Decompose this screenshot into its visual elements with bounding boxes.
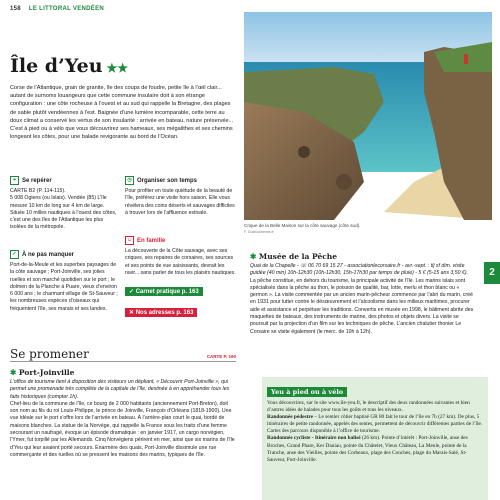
- carte-ref: CARTE P. 160: [206, 354, 236, 359]
- velo-intro: Vous découvrirez, sur le site www.ile-yeu.fr, le descriptif des deux randonnées suivantes et bien d’autres idées de balades pour tous les goûts et tous les niveaux.: [267, 400, 470, 414]
- cove-photo-image: [244, 12, 492, 220]
- carnet-pratique-link[interactable]: ✓ Carnet pratique p. 163: [125, 287, 203, 296]
- velo-pedestre: Randonnée pédestre – Le sentier côtier baptisé GR 80 fait le tour de l’île en 7h (27 km). De plus, 5 itinéraires de petite randonnée, appelés des sentes, permettent de découvrir différentes parties de l’île. Cartes des parcours disponible à l’office de tourisme.: [267, 414, 483, 435]
- page-header: [10, 6, 104, 12]
- se-reperer-ref: CARTE B2 (P. 114-115).: [10, 188, 66, 194]
- port-joinville-title: ✱ Port-Joinville: [10, 368, 75, 377]
- velo-title: Yeu à pied ou à vélo: [267, 387, 347, 397]
- star-icon: ✱: [250, 252, 257, 261]
- se-reperer-box: [10, 176, 120, 232]
- port-joinville-quote: L’office de tourisme tient à disposition des visiteurs un dépliant, « Découvrir Port-Joinville », qui permet une promenade très complète de la capitale de l’île, destinée à en appréhender tous les faits historiques (compter 1h).: [10, 379, 230, 400]
- a-pas-manquer-heading: ✓ À ne pas manquer: [10, 250, 120, 259]
- checkmark-icon: ✓: [10, 250, 19, 259]
- fork-icon: ✕: [129, 310, 135, 317]
- se-reperer-heading: ⌖ Se repérer: [10, 176, 120, 185]
- chapter-tab: 2: [484, 262, 500, 284]
- check-icon: ✓: [129, 289, 135, 296]
- en-famille-heading: ☺ En famille: [126, 237, 166, 244]
- star-icon: ✱: [10, 368, 17, 377]
- a-pas-manquer-text: Port-de-la-Meule et les superbes paysages de la côte sauvage ; Port-Joinville, ses jolies ruelles et son marché quotidien sur le port ; le dolmen de la Planche à Puare, vieux d’environ 6 000 ans ; le charmant village de St-Sauveur ; les nombreuses espèces d’oiseaux qui fréquentent l’île, ses marais et ses landes.: [10, 262, 118, 312]
- organiser-box: [125, 176, 236, 217]
- se-promener-heading: [10, 347, 236, 362]
- en-famille-text: La découverte de la Côte sauvage, avec ses criques, ses repaires de corsaires, ses sources et ses points de vue saisissants, devrait les ravir... sans parler de tous les plaisirs nautiques.: [125, 248, 236, 276]
- adresses-pill-wrap: [125, 301, 236, 319]
- musee-title: ✱ Musée de la Pêche: [250, 252, 338, 261]
- section-title: LE LITTORAL VENDÉEN: [28, 6, 105, 12]
- se-promener-title: Se promener: [10, 347, 89, 361]
- en-famille-box: [125, 236, 236, 319]
- photo-caption: Crique de la Belle Maison sur la côte sauvage (côte sud). F. Guiziou/hemis.fr: [244, 223, 361, 234]
- port-joinville-section: [10, 368, 236, 459]
- organiser-heading: ◷ Organiser son temps: [125, 176, 236, 185]
- se-reperer-text: 5 008 Ogiens (ou Islais). Vendée (85) L’île mesure 10 km de long sur 4 km de large. Située 10 milles nautiques à l’ouest des côtes, c’est une des îles de l’Atlantique les plus isolées de la métropole.: [10, 195, 117, 231]
- clock-icon: ◷: [125, 176, 134, 185]
- carnet-pill-wrap: [125, 280, 236, 298]
- cove-photo: [244, 12, 492, 220]
- page-number: 158: [10, 6, 21, 12]
- velo-cycliste: Randonnée cycliste - Itinéraire non balisé (26 km). Pointe d’intérêt : Port-Joinville, anse des Broches, Grand Phare, Ker Daniau, pointe du Châtelet, Vieux Château, La Meule, pointe de la Tranche, anse des Vieilles, pointe des Corbeaux, plage des Conches, plage du Marais-Salé, St-Sauveur, Port-Joinville.: [267, 435, 468, 463]
- a-pas-manquer-box: [10, 250, 120, 313]
- rating-stars: ★★: [106, 61, 129, 75]
- nos-adresses-link[interactable]: ✕ Nos adresses p. 163: [125, 308, 197, 317]
- person-figure: [464, 54, 468, 64]
- organiser-text: Pour profiter en toute quiétude de la beauté de l’île, préférez une visite hors saison. Elle vous révélera des coins déserts et sauvages difficiles à trouver lors de l’affluence estivale.: [125, 188, 235, 216]
- family-icon: ☺: [126, 237, 133, 243]
- map-pin-icon: ⌖: [10, 176, 19, 185]
- musee-info: Quai de la Chapelle - ☏ 06 70 69 15 27 - associationlecorsaire.fr - avr.-sept. : tlj sf dim. visite guidée (40 min) 10h-12h30 (10h-12h30, 15h-17h30 par temps de pluie) - 5 € (5-15 ans 3,50 €).: [250, 263, 469, 277]
- port-joinville-text: Chef-lieu de la commune de l’île, ce bourg de 2 000 habitants (anciennement Port-Breton), doit son nom au fils du roi Louis-Philippe, le prince de Joinville, François d’Orléans (1818-1900). Une vue idéale sur le port s’offre lors de l’arrivée en bateau. À l’arrière-plan court le quai, bordé de maisons blanches. La statue de la Norvège, qui rappelle la France sous les traits d’une femme secourant un naufragé, évoque un épisode dramatique : en janvier 1917, un cargo norvégien, l’Ymer, fut torpillé par les Allemands. Cinq Norvégiens périrent en mer, ainsi que six marins de l’île d’Yeu qui leur avaient porté secours. Énarmère des quais, Port-Joinville dissimule une rue commerçante et des ruelles où se pressent les maisons des marins, typiques de l’île.: [10, 400, 235, 458]
- musee-text: La pêche constitue, en dehors du tourisme, la principale activité de l’île. Les marins islais sont spécialisés dans la pêche au thon, le poisson de qualité, bar, lotte, merlu et thon blanc ou « germon ». La visite commentée par un ancien marin-pêcheur commence par l’abri du marin, créé en 1931 pour lutter contre le désœuvrement et l’alcoolisme dans les milieux maritimes, procurer aide et assistance et perpétuer les traditions. Convertis en musée en 1998, le bâtiment abrite des maquettes de bateaux, des instruments de marine, des photos et objets divers. La visite se poursuit par la projection d’un film sur les techniques de pêche. L’ancien chalutier thonier Le Corsaire se visite également (le merc. de 10h à 12h).: [250, 277, 474, 335]
- musee-section: [250, 252, 478, 336]
- page-title: [10, 55, 128, 77]
- intro-paragraph: Corse de l’Atlantique, grain de granite, île des coups de foudre, petite île à l’œil clair... autant de surnoms louangeurs que cette commune insulaire doit à son étrange configuration : une côte rocheuse à l’ouest et au sud qui rappelle la Bretagne, des plages de sable plutôt vendéennes à l’est. Baignée d’une lumière incomparable, cette terre au doux climat a conservé les vertus de son insularité : arrivée en bateau, nature préservée... C’est à pied ou à vélo que vous découvrirez ses hameaux, ses mégalithes et ses chemins longeant les côtes, pour une balade revigorante au bord de l’Océan.: [10, 85, 234, 141]
- title-text: Île d’Yeu: [10, 55, 103, 77]
- velo-box: [262, 377, 488, 500]
